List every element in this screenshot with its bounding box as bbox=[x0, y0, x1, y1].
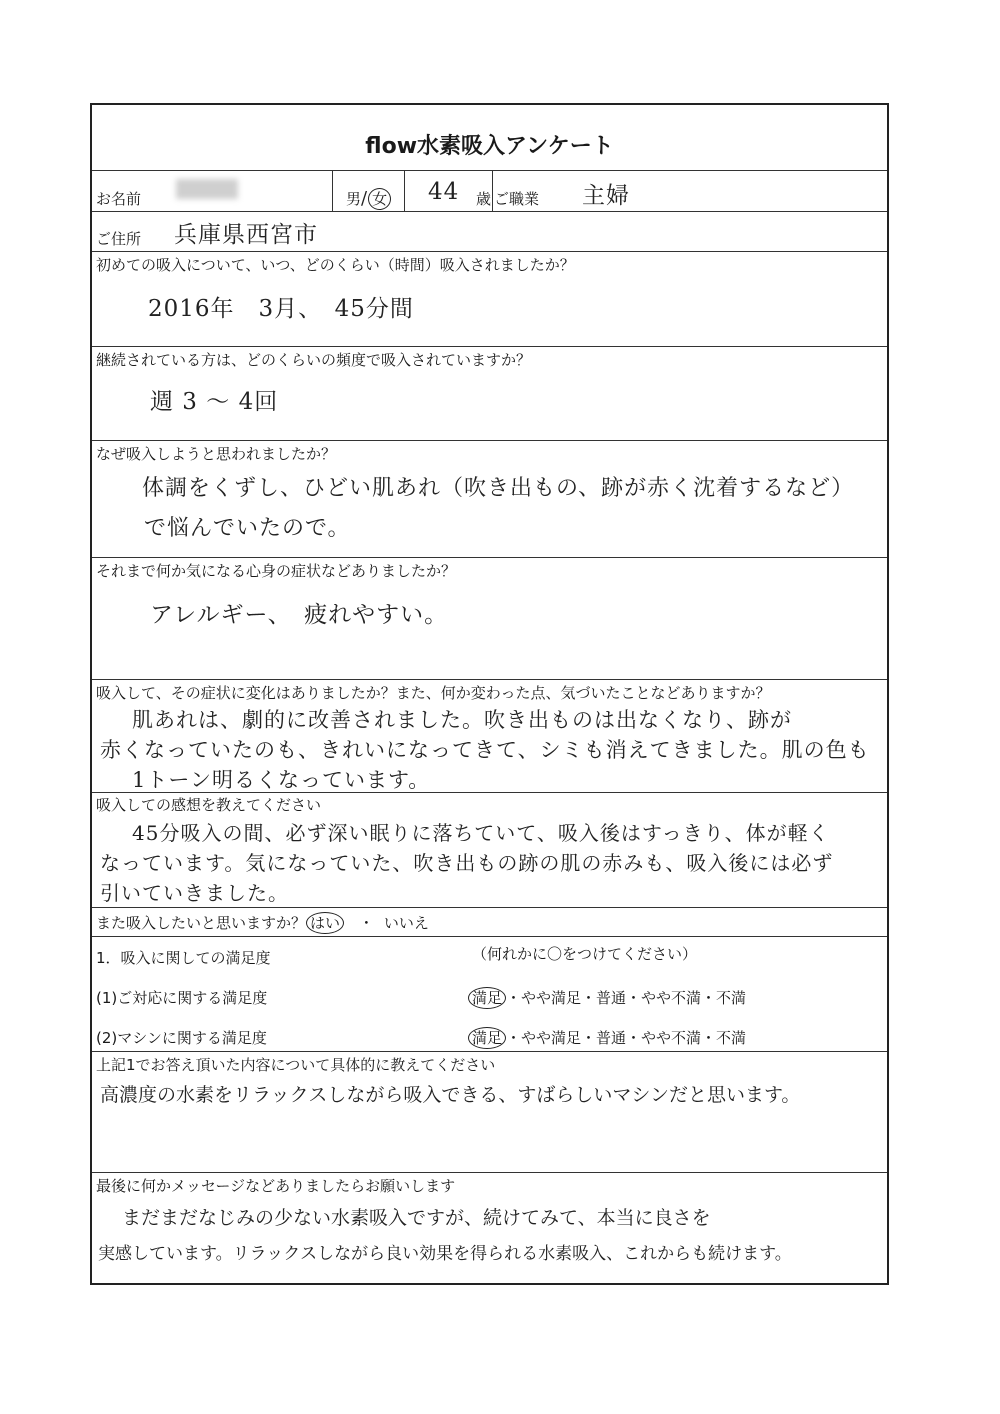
q7-section bbox=[92, 907, 887, 936]
q5-label: 吸入して、その症状に変化はありましたか？また、何か変わった点、気づいたことなどありますか？ bbox=[96, 684, 771, 702]
q2-label: 継続されている方は、どのくらいの頻度で吸入されていますか？ bbox=[96, 351, 532, 369]
q4-section bbox=[92, 557, 887, 679]
satisfaction-section bbox=[92, 936, 887, 1051]
q5-answer-line-3: 1トーン明るくなっています。 bbox=[132, 768, 431, 792]
q3-answer-line-1: 体調をくずし、ひどい肌あれ（吹き出もの、跡が赤く沈着するなど） bbox=[142, 476, 855, 501]
item-2-selected-option: 満足 bbox=[468, 1027, 506, 1049]
gender-female-circled: 女 bbox=[368, 188, 391, 210]
q9-label: 最後に何かメッセージなどありましたらお願いします bbox=[96, 1177, 456, 1195]
q7-field bbox=[96, 912, 429, 934]
form-title: flow水素吸入アンケート bbox=[365, 134, 614, 159]
satisfaction-instruction: （何れかに〇をつけてください） bbox=[472, 945, 698, 963]
q3-label: なぜ吸入しようと思われましたか？ bbox=[96, 445, 337, 463]
satisfaction-item-1-options bbox=[468, 987, 746, 1009]
name-label: お名前 bbox=[96, 190, 142, 208]
satisfaction-heading: 1．吸入に関しての満足度 bbox=[96, 949, 271, 967]
item-1-selected-option: 満足 bbox=[468, 987, 506, 1009]
age-label: 歳 bbox=[476, 190, 492, 208]
age-value: 44 bbox=[428, 179, 460, 205]
q2-answer: 週 3 ～ 4回 bbox=[150, 389, 279, 415]
occupation-label: ご職業 bbox=[494, 190, 540, 208]
q8-section bbox=[92, 1051, 887, 1172]
gender-field bbox=[346, 188, 391, 210]
q7-no: いいえ bbox=[383, 914, 429, 932]
q1-section bbox=[92, 251, 887, 346]
q8-label: 上記1でお答え頂いた内容について具体的に教えてください bbox=[96, 1056, 496, 1074]
gender-sep: / bbox=[361, 188, 369, 209]
q1-answer: 2016年 3月、 45分間 bbox=[148, 296, 414, 322]
survey-form bbox=[90, 103, 889, 1285]
q5-answer-line-2: 赤くなっていたのも、きれいになってきて、シミも消えてきました。肌の色も bbox=[100, 738, 870, 762]
address-label: ご住所 bbox=[96, 230, 142, 248]
q5-answer-line-1: 肌あれは、劇的に改善されました。吹き出ものは出なくなり、跡が bbox=[132, 708, 792, 732]
q3-section bbox=[92, 440, 887, 557]
address-value: 兵庫県西宮市 bbox=[174, 222, 318, 248]
satisfaction-item-2-label: (2)マシンに関する満足度 bbox=[96, 1029, 267, 1047]
q4-label: それまで何か気になる心身の症状などありましたか？ bbox=[96, 562, 457, 580]
q6-answer-line-3: 引いていきました。 bbox=[100, 881, 289, 905]
q2-section bbox=[92, 346, 887, 440]
name-row bbox=[92, 170, 887, 211]
q6-answer-line-2: なっています。気になっていた、吹き出もの跡の肌の赤みも、吸入後には必ず bbox=[100, 851, 834, 875]
q4-answer: アレルギー、 疲れやすい。 bbox=[150, 602, 449, 628]
occupation-value: 主婦 bbox=[582, 183, 630, 209]
q7-yes-circled: はい bbox=[306, 912, 344, 934]
q6-section bbox=[92, 792, 887, 907]
satisfaction-item-2-options bbox=[468, 1027, 746, 1049]
q1-label: 初めての吸入について、いつ、どのくらい（時間）吸入されましたか？ bbox=[96, 256, 575, 274]
q9-answer-line-1: まだまだなじみの少ない水素吸入ですが、続けてみて、本当に良さを bbox=[122, 1207, 711, 1229]
gender-male: 男 bbox=[346, 190, 362, 208]
q7-label: また吸入したいと思いますか？ bbox=[96, 914, 307, 932]
q6-label: 吸入しての感想を教えてください bbox=[96, 796, 322, 814]
item-1-other-options: ・やや満足・普通・やや不満・不満 bbox=[506, 989, 747, 1007]
address-row bbox=[92, 211, 887, 251]
q3-answer-line-2: で悩んでいたので。 bbox=[144, 516, 351, 541]
q6-answer-line-1: 45分吸入の間、必ず深い眠りに落ちていて、吸入後はすっきり、体が軽く bbox=[132, 821, 830, 845]
q9-section bbox=[92, 1172, 887, 1285]
q7-sep: ・ bbox=[358, 914, 374, 932]
q8-answer: 高濃度の水素をリラックスしながら吸入できる、すばらしいマシンだと思います。 bbox=[100, 1084, 801, 1106]
q5-section bbox=[92, 679, 887, 792]
item-2-other-options: ・やや満足・普通・やや不満・不満 bbox=[506, 1029, 747, 1047]
satisfaction-item-1-label: (1)ご対応に関する満足度 bbox=[96, 989, 268, 1007]
q9-answer-line-2: 実感しています。リラックスしながら良い効果を得られる水素吸入、これからも続けます。 bbox=[98, 1244, 792, 1264]
redacted-name bbox=[176, 179, 238, 199]
